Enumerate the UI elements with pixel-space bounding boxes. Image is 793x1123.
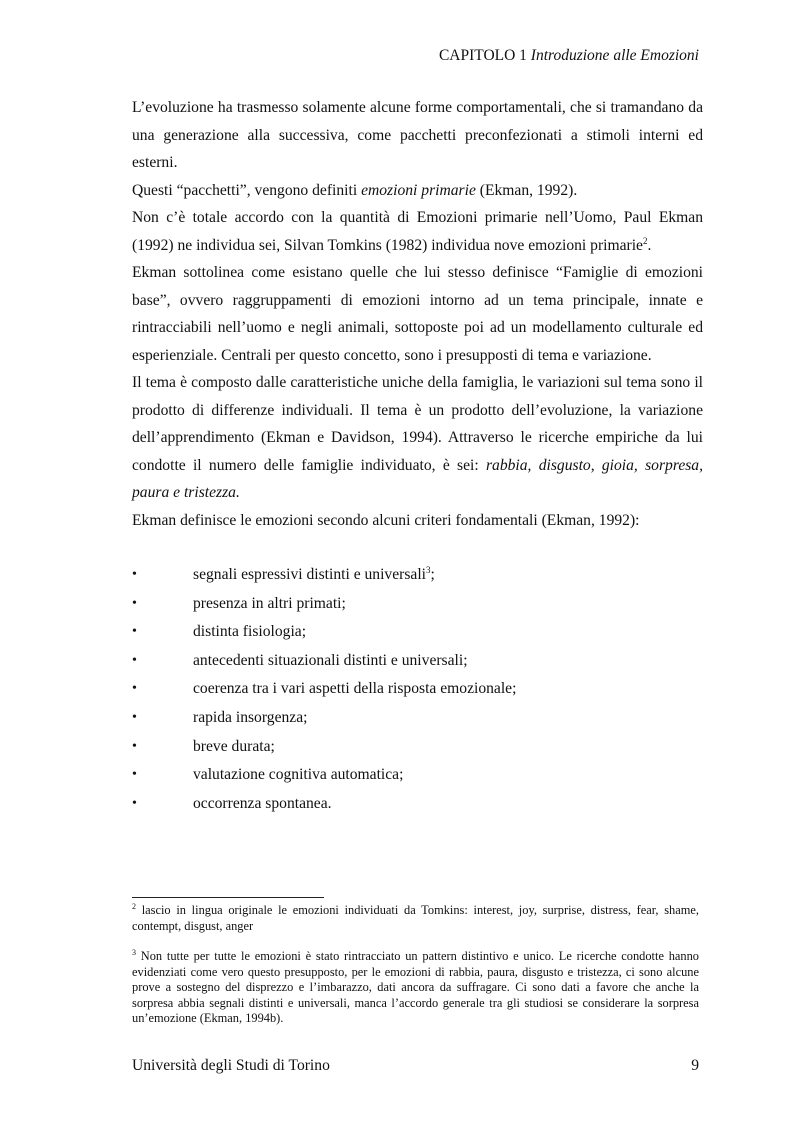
- chapter-label: CAPITOLO 1: [438, 47, 527, 64]
- bullet-icon: •: [132, 652, 137, 668]
- list-item-text: valutazione cognitiva automatica;: [193, 766, 404, 784]
- paragraph-disagreement: [132, 204, 703, 259]
- list-item-text: breve durata;: [193, 737, 275, 755]
- bullet-icon: •: [132, 738, 137, 754]
- main-text: [132, 94, 703, 534]
- list-item-text: presenza in altri primati;: [193, 594, 346, 612]
- page-number: 9: [691, 1057, 699, 1074]
- list-item-text: antecedenti situazionali distinti e universali;: [193, 651, 468, 669]
- footnote-2: [132, 903, 699, 934]
- list-item-text: distinta fisiologia;: [193, 623, 307, 641]
- paragraph-theme-text: Il tema è composto dalle caratteristiche uniche della famiglia, le variazioni sul tema sono il prodotto di differenze individuali. Il tema è un prodotto dell’evoluzione, la variazione dell’apprendimento (Ekman e Davidson, 1994). Attraverso le ricerche empiriche da lui condotte il numero delle famiglie individuato, è sei:: [132, 374, 703, 474]
- paragraph-disagreement-text: Non c’è totale accordo con la quantità di Emozioni primarie nell’Uomo, Paul Ekman (1992) ne individua sei, Silvan Tomkins (1982) individua nove emozioni primarie: [132, 209, 703, 254]
- paragraph-families: Ekman sottolinea come esistano quelle che lui stesso definisce “Famiglie di emozioni base”, ovvero raggruppamenti di emozioni intorno ad un tema principale, innate e rintracciabili nell’uomo e negli animali, sottoposte poi ad un modellamento culturale ed esperienziale. Centrali per questo concetto, sono i presupposti di tema e variazione.: [132, 264, 703, 364]
- footnote-body: lascio in lingua originale le emozioni individuati da Tomkins: interest, joy, surprise, distress, fear, shame, contempt, disgust, anger: [132, 903, 699, 933]
- page-footer: [132, 1057, 699, 1075]
- list-item-label: segnali espressivi distinti e universali: [193, 566, 427, 583]
- bullet-icon: •: [132, 624, 137, 640]
- list-item-text: rapida insorgenza;: [193, 708, 308, 726]
- footer-institution: Università degli Studi di Torino: [132, 1057, 330, 1074]
- paragraph-disagreement-end: .: [647, 236, 652, 254]
- paragraph-theme: [132, 369, 703, 507]
- footnote-marker: 3: [132, 948, 136, 957]
- footnote-text: [132, 949, 699, 1027]
- bullet-icon: •: [132, 709, 137, 725]
- footnote-body: Non tutte per tutte le emozioni è stato rintracciato un pattern distintivo e unico. Le ricerche condotte hanno evidenziati come vero questo presupposto, per le emozioni di rabbia, paura, disgusto e tristezza, ci sono alcune prove a sostegno del disprezzo e l’imbarazzo, dati ancora da suffragare. Ci sono dati a favore che anche la sorpresa abbia segnali distinti e universali, manca l’accordo generale tra gli studiosi se considerare la sorpresa un’emozione (Ekman, 1994b).: [132, 949, 699, 1025]
- bullet-icon: •: [132, 795, 137, 811]
- running-header: [439, 47, 699, 65]
- basic-emotions-list: rabbia, disgusto, gioia, sorpresa, paura e tristezza.: [132, 456, 704, 501]
- paragraph-packages: [132, 177, 703, 205]
- list-item-text: coerenza tra i vari aspetti della risposta emozionale;: [193, 680, 517, 698]
- paragraph-packages-start: Questi “pacchetti”, vengono definiti: [132, 181, 362, 199]
- footnote-marker: 2: [132, 902, 136, 911]
- footnote-text: [132, 903, 699, 934]
- list-item-text: [193, 561, 435, 590]
- footnote-divider: [132, 897, 324, 898]
- primary-emotions-term: emozioni primarie: [361, 181, 476, 199]
- footnote-3: [132, 949, 699, 1027]
- bullet-icon: •: [132, 595, 137, 611]
- list-item-text: occorrenza spontanea.: [193, 794, 332, 812]
- bullet-icon: •: [132, 767, 137, 783]
- list-item-end: ;: [430, 566, 435, 583]
- chapter-title: Introduzione alle Emozioni: [530, 47, 699, 64]
- paragraph-packages-citation: (Ekman, 1992).: [475, 181, 578, 199]
- footnote-ref-3[interactable]: 3: [426, 565, 431, 575]
- bullet-icon: •: [132, 681, 137, 697]
- footnote-ref-2[interactable]: 2: [642, 235, 648, 246]
- paragraph-criteria-intro: Ekman definisce le emozioni secondo alcuni criteri fondamentali (Ekman, 1992):: [132, 511, 640, 529]
- bullet-icon: •: [132, 567, 137, 582]
- paragraph-evolution: L’evoluzione ha trasmesso solamente alcune forme comportamentali, che si tramandano da una generazione alla successiva, come pacchetti preconfezionati a stimoli interni ed esterni.: [132, 99, 703, 171]
